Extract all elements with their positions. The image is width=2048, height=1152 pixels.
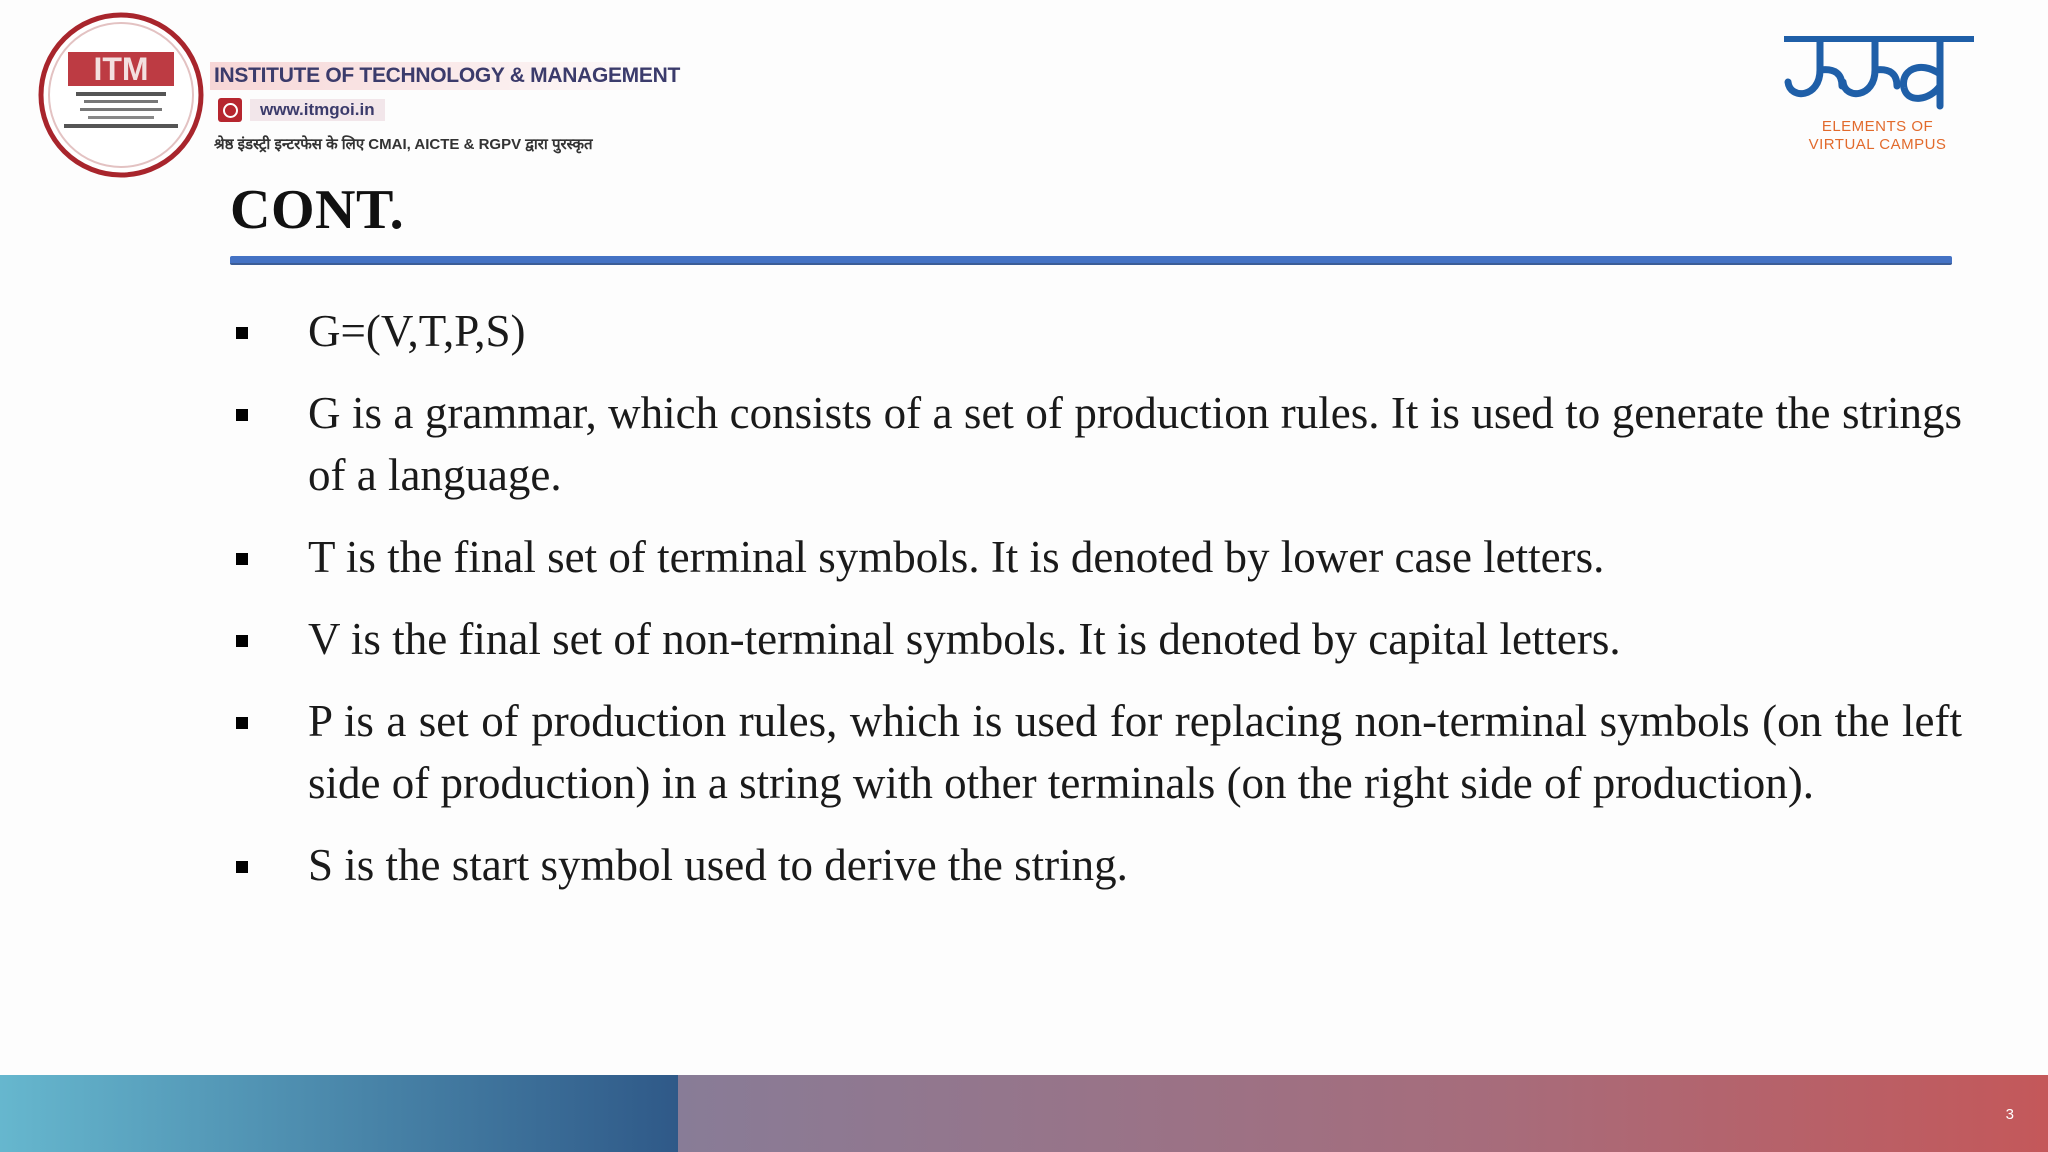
website-row (218, 98, 684, 122)
bullet-item: G is a grammar, which consists of a set of production rules. It is used to generate the strings of a language. (230, 382, 1962, 506)
bullet-item: V is the final set of non-terminal symbols. It is denoted by capital letters. (230, 608, 1962, 670)
slide-title: CONT. (230, 179, 405, 241)
footer-band-left (0, 1075, 678, 1152)
itm-logo (36, 12, 206, 178)
globe-icon (218, 98, 242, 122)
bullet-item: P is a set of production rules, which is used for replacing non-terminal symbols (on the left side of production) in a string with other terminals (on the right side of production). (230, 690, 1962, 814)
page-number: 3 (2005, 1106, 2014, 1123)
tatva-subtitle-line2: VIRTUAL CAMPUS (1808, 136, 1947, 153)
tatva-subtitle (1790, 118, 1965, 154)
title-divider (230, 256, 1952, 265)
tatva-logo (1780, 30, 1980, 112)
bullet-item: G=(V,T,P,S) (230, 300, 1962, 362)
bullet-item: S is the start symbol used to derive the string. (230, 834, 1962, 896)
footer-band-right (678, 1075, 2048, 1152)
website-link[interactable]: www.itmgoi.in (250, 99, 385, 121)
bullet-item: T is the final set of terminal symbols. It is denoted by lower case letters. (230, 526, 1962, 588)
institute-tagline: श्रेष्ठ इंडस्ट्री इन्टरफेस के लिए CMAI, AICTE & RGPV द्वारा पुरस्कृत (214, 136, 593, 153)
svg-text:ITM: ITM (93, 51, 149, 87)
tatva-subtitle-line1: ELEMENTS OF (1821, 118, 1934, 135)
institute-name: INSTITUTE OF TECHNOLOGY & MANAGEMENT (210, 62, 684, 90)
bullet-list (230, 300, 1962, 916)
institute-branding (210, 62, 684, 154)
